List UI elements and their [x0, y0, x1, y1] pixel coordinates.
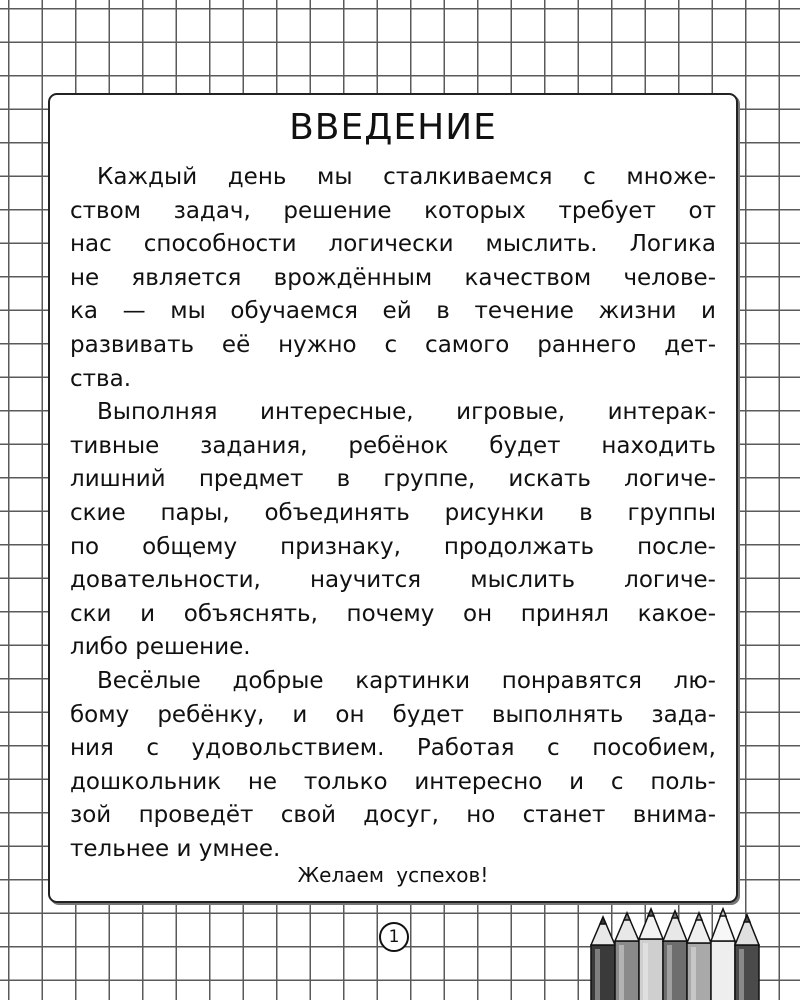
text-line: Выполняя интересные, игровые, интерак-	[97, 399, 716, 426]
text-line: зой проведёт свой досуг, но станет внима-	[70, 802, 716, 829]
text-line: Весёлые добрые картинки понравятся лю-	[97, 667, 716, 694]
text-line: развивать её нужно с самого раннего дет-	[70, 331, 716, 358]
text-line: ски и объяснять, почему он принял какое-	[70, 600, 716, 627]
paragraph-2	[70, 396, 716, 665]
text-line: тивные задания, ребёнок будет находить	[70, 432, 716, 459]
closing-wish: Желаем успехов!	[297, 863, 489, 887]
text-line: лишний предмет в группе, искать логиче-	[70, 466, 716, 493]
page-title: ВВЕДЕНИЕ	[289, 107, 497, 148]
page-number: 1	[379, 922, 409, 952]
paragraph-1	[70, 161, 716, 396]
paragraph-3	[70, 665, 716, 867]
text-line: ка — мы обучаемся ей в течение жизни и	[70, 298, 716, 325]
text-line: ства.	[70, 365, 132, 392]
text-line: ством задач, решение которых требует от	[70, 197, 716, 224]
text-line: не является врождённым качеством челове-	[70, 264, 716, 291]
text-line: ния с удовольствием. Работая с пособием,	[70, 735, 716, 762]
text-line: Каждый день мы сталкиваемся с множе-	[97, 164, 716, 190]
text-line: тельнее и умнее.	[70, 835, 281, 862]
text-line: либо решение.	[70, 634, 251, 661]
text-line: бому ребёнку, и он будет выполнять зада-	[70, 701, 716, 728]
text-line: довательности, научится мыслить логиче-	[70, 567, 716, 594]
text-line: ские пары, объединять рисунки в группы	[70, 499, 716, 526]
text-line: нас способности логически мыслить. Логика	[70, 231, 716, 258]
colored-pencils-icon	[585, 905, 785, 1000]
intro-panel	[48, 93, 738, 903]
intro-text	[70, 161, 716, 866]
text-line: по общему признаку, продолжать после-	[70, 533, 716, 560]
text-line: дошкольник не только интересно и с поль-	[70, 768, 716, 795]
